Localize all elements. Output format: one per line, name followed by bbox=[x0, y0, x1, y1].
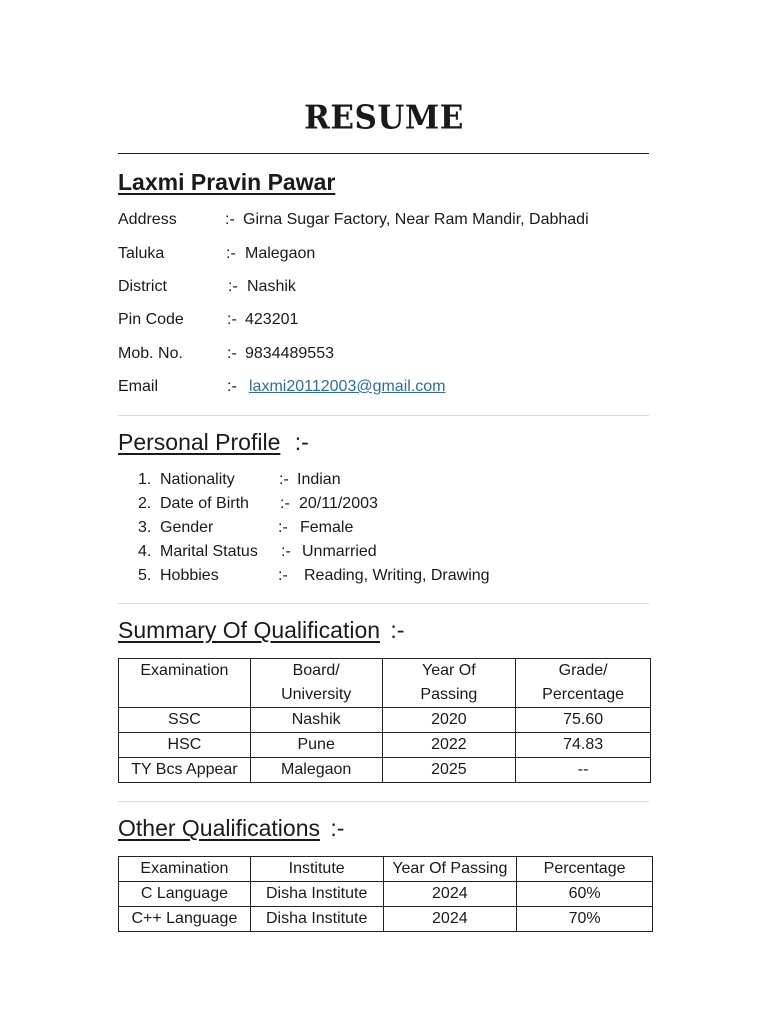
table-row: C Language Disha Institute 2024 60% bbox=[119, 882, 653, 907]
section-divider bbox=[118, 603, 649, 604]
section-divider bbox=[118, 801, 649, 802]
table-row: SSC Nashik 2020 75.60 bbox=[119, 708, 651, 733]
table-header-row bbox=[119, 659, 651, 708]
section-suffix: :- bbox=[390, 617, 405, 643]
contact-value: 9834489553 bbox=[245, 345, 334, 362]
other-qualifications-heading bbox=[118, 815, 344, 842]
table-header-cell: Percentage bbox=[517, 857, 653, 882]
table-header-cell: Examination bbox=[119, 659, 251, 708]
table-row: HSC Pune 2022 74.83 bbox=[119, 733, 651, 758]
table-header-cell: Year Of Passing bbox=[382, 659, 516, 708]
other-qualifications-table bbox=[118, 856, 653, 932]
resume-page: RESUME Laxmi Pravin Pawar Address :- Girna Sugar Factory, Near Ram Mandir, Dabhadi Taluka :- Malegaon District :- Nashik Pin Code :- 423201 Mob. No. :- 9834489553 Email :- laxmi20112003@gmail.com Personal Profile :- 1. Nationality :- Indian 2. Date of Birth :- 20/11/2003 3. Gender :- Female 4. Marital Status :- Unmarried 5. Hobbies :- Reading, Writing, Drawing Summary Of Qualification :- Examination Board/ University Year Of Passing Grade/ Percentage SSC Nashik 2020 75.60 HSC Pune 2022 74.83 TY Bcs Appear Malegaon 2025 -- Other Qualifications :- Examination Institute Year Of Passing Percentage C Language Disha Institute 2024 60% C++ Language Disha Institute 2024 70% bbox=[0, 0, 768, 1024]
contact-separator: :- bbox=[227, 378, 237, 395]
qualification-table bbox=[118, 658, 651, 783]
contact-separator: :- bbox=[227, 311, 237, 328]
table-row: TY Bcs Appear Malegaon 2025 -- bbox=[119, 758, 651, 783]
resume-title: RESUME bbox=[304, 99, 464, 137]
contact-label: Taluka bbox=[118, 245, 165, 262]
contact-value: Malegaon bbox=[245, 245, 316, 262]
contact-separator: :- bbox=[228, 278, 238, 295]
table-header-cell: Board/ University bbox=[250, 659, 382, 708]
contact-label: Pin Code bbox=[118, 311, 184, 328]
table-header-row bbox=[119, 857, 653, 882]
section-title: Personal Profile bbox=[118, 429, 281, 455]
table-header-cell: Institute bbox=[250, 857, 383, 882]
contact-label: Mob. No. bbox=[118, 345, 183, 362]
email-link[interactable]: laxmi20112003@gmail.com bbox=[249, 378, 446, 395]
section-suffix: :- bbox=[294, 429, 309, 455]
section-suffix: :- bbox=[330, 815, 345, 841]
table-header-cell: Grade/ Percentage bbox=[516, 659, 651, 708]
contact-label: Address bbox=[118, 211, 177, 228]
contact-value: Nashik bbox=[247, 278, 296, 295]
summary-qualification-heading bbox=[118, 617, 404, 644]
contact-value: Girna Sugar Factory, Near Ram Mandir, Dabhadi bbox=[243, 211, 589, 228]
section-title: Other Qualifications bbox=[118, 815, 320, 841]
section-divider bbox=[118, 415, 649, 416]
contact-separator: :- bbox=[227, 345, 237, 362]
table-header-cell: Examination bbox=[119, 857, 251, 882]
section-title: Summary Of Qualification bbox=[118, 617, 381, 643]
contact-label: District bbox=[118, 278, 167, 295]
contact-separator: :- bbox=[225, 211, 235, 228]
contact-value: 423201 bbox=[245, 311, 299, 328]
contact-separator: :- bbox=[226, 245, 236, 262]
personal-profile-heading bbox=[118, 429, 309, 456]
title-underline bbox=[118, 153, 649, 154]
table-header-cell: Year Of Passing bbox=[383, 857, 517, 882]
candidate-name: Laxmi Pravin Pawar bbox=[118, 169, 336, 195]
contact-label: Email bbox=[118, 378, 159, 395]
table-row: C++ Language Disha Institute 2024 70% bbox=[119, 907, 653, 932]
